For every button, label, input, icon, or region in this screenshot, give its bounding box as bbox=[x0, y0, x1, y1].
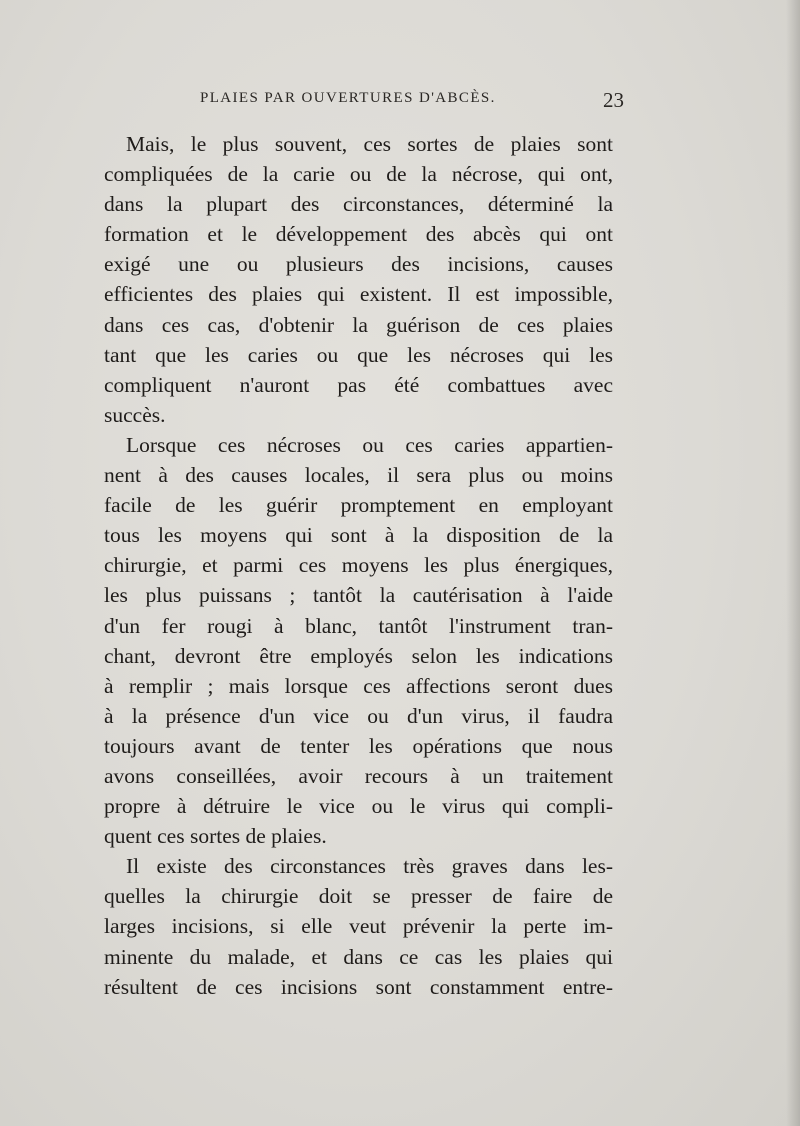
text-line: compliquées de la carie ou de la nécrose, qui ont, bbox=[104, 162, 613, 187]
text-line: tant que les caries ou que les nécroses qui les bbox=[104, 342, 613, 367]
text-line: résultent de ces incisions sont constamment entre- bbox=[104, 974, 613, 999]
page-body bbox=[104, 129, 613, 1002]
text-line: chant, devront être employés selon les indications bbox=[104, 643, 613, 668]
text-line: à remplir ; mais lorsque ces affections seront dues bbox=[104, 673, 613, 698]
text-line: chirurgie, et parmi ces moyens les plus énergiques, bbox=[104, 553, 613, 578]
text-line: succès. bbox=[104, 402, 166, 427]
text-line: minente du malade, et dans ce cas les plaies qui bbox=[104, 944, 613, 969]
text-line: compliquent n'auront pas été combattues avec bbox=[104, 372, 613, 397]
text-line: tous les moyens qui sont à la disposition de la bbox=[104, 523, 613, 548]
running-title: PLAIES PAR OUVERTURES D'ABCÈS. bbox=[200, 90, 496, 106]
text-line: avons conseillées, avoir recours à un traitement bbox=[104, 763, 613, 788]
text-line: facile de les guérir promptement en employant bbox=[104, 493, 613, 518]
paragraph-1 bbox=[104, 129, 613, 430]
text-line: Mais, le plus souvent, ces sortes de plaies sont bbox=[126, 132, 613, 156]
text-line: quelles la chirurgie doit se presser de faire de bbox=[104, 884, 613, 909]
text-line: dans ces cas, d'obtenir la guérison de ces plaies bbox=[104, 312, 613, 337]
text-line: nent à des causes locales, il sera plus ou moins bbox=[104, 463, 613, 488]
paragraph-3 bbox=[104, 851, 613, 1001]
page-number: 23 bbox=[603, 88, 624, 112]
text-line: Lorsque ces nécroses ou ces caries appartien- bbox=[126, 432, 613, 457]
text-line: toujours avant de tenter les opérations que nous bbox=[104, 733, 613, 758]
text-line: efficientes des plaies qui existent. Il est impossible, bbox=[104, 282, 613, 307]
text-line: quent ces sortes de plaies. bbox=[104, 824, 327, 849]
text-line: d'un fer rougi à blanc, tantôt l'instrument tran- bbox=[104, 613, 613, 638]
page-edge-shadow bbox=[786, 0, 800, 1126]
text-line: propre à détruire le vice ou le virus qui compli- bbox=[104, 794, 613, 819]
text-line: dans la plupart des circonstances, déterminé la bbox=[104, 192, 613, 217]
text-line: à la présence d'un vice ou d'un virus, il faudra bbox=[104, 703, 613, 728]
text-line: les plus puissans ; tantôt la cautérisation à l'aide bbox=[104, 583, 613, 608]
text-line: larges incisions, si elle veut prévenir la perte im- bbox=[104, 914, 613, 939]
paragraph-2 bbox=[104, 430, 613, 851]
text-line: formation et le développement des abcès qui ont bbox=[104, 222, 613, 247]
text-line: exigé une ou plusieurs des incisions, causes bbox=[104, 252, 613, 277]
text-line: Il existe des circonstances très graves dans les- bbox=[126, 854, 613, 879]
running-head bbox=[104, 88, 624, 112]
